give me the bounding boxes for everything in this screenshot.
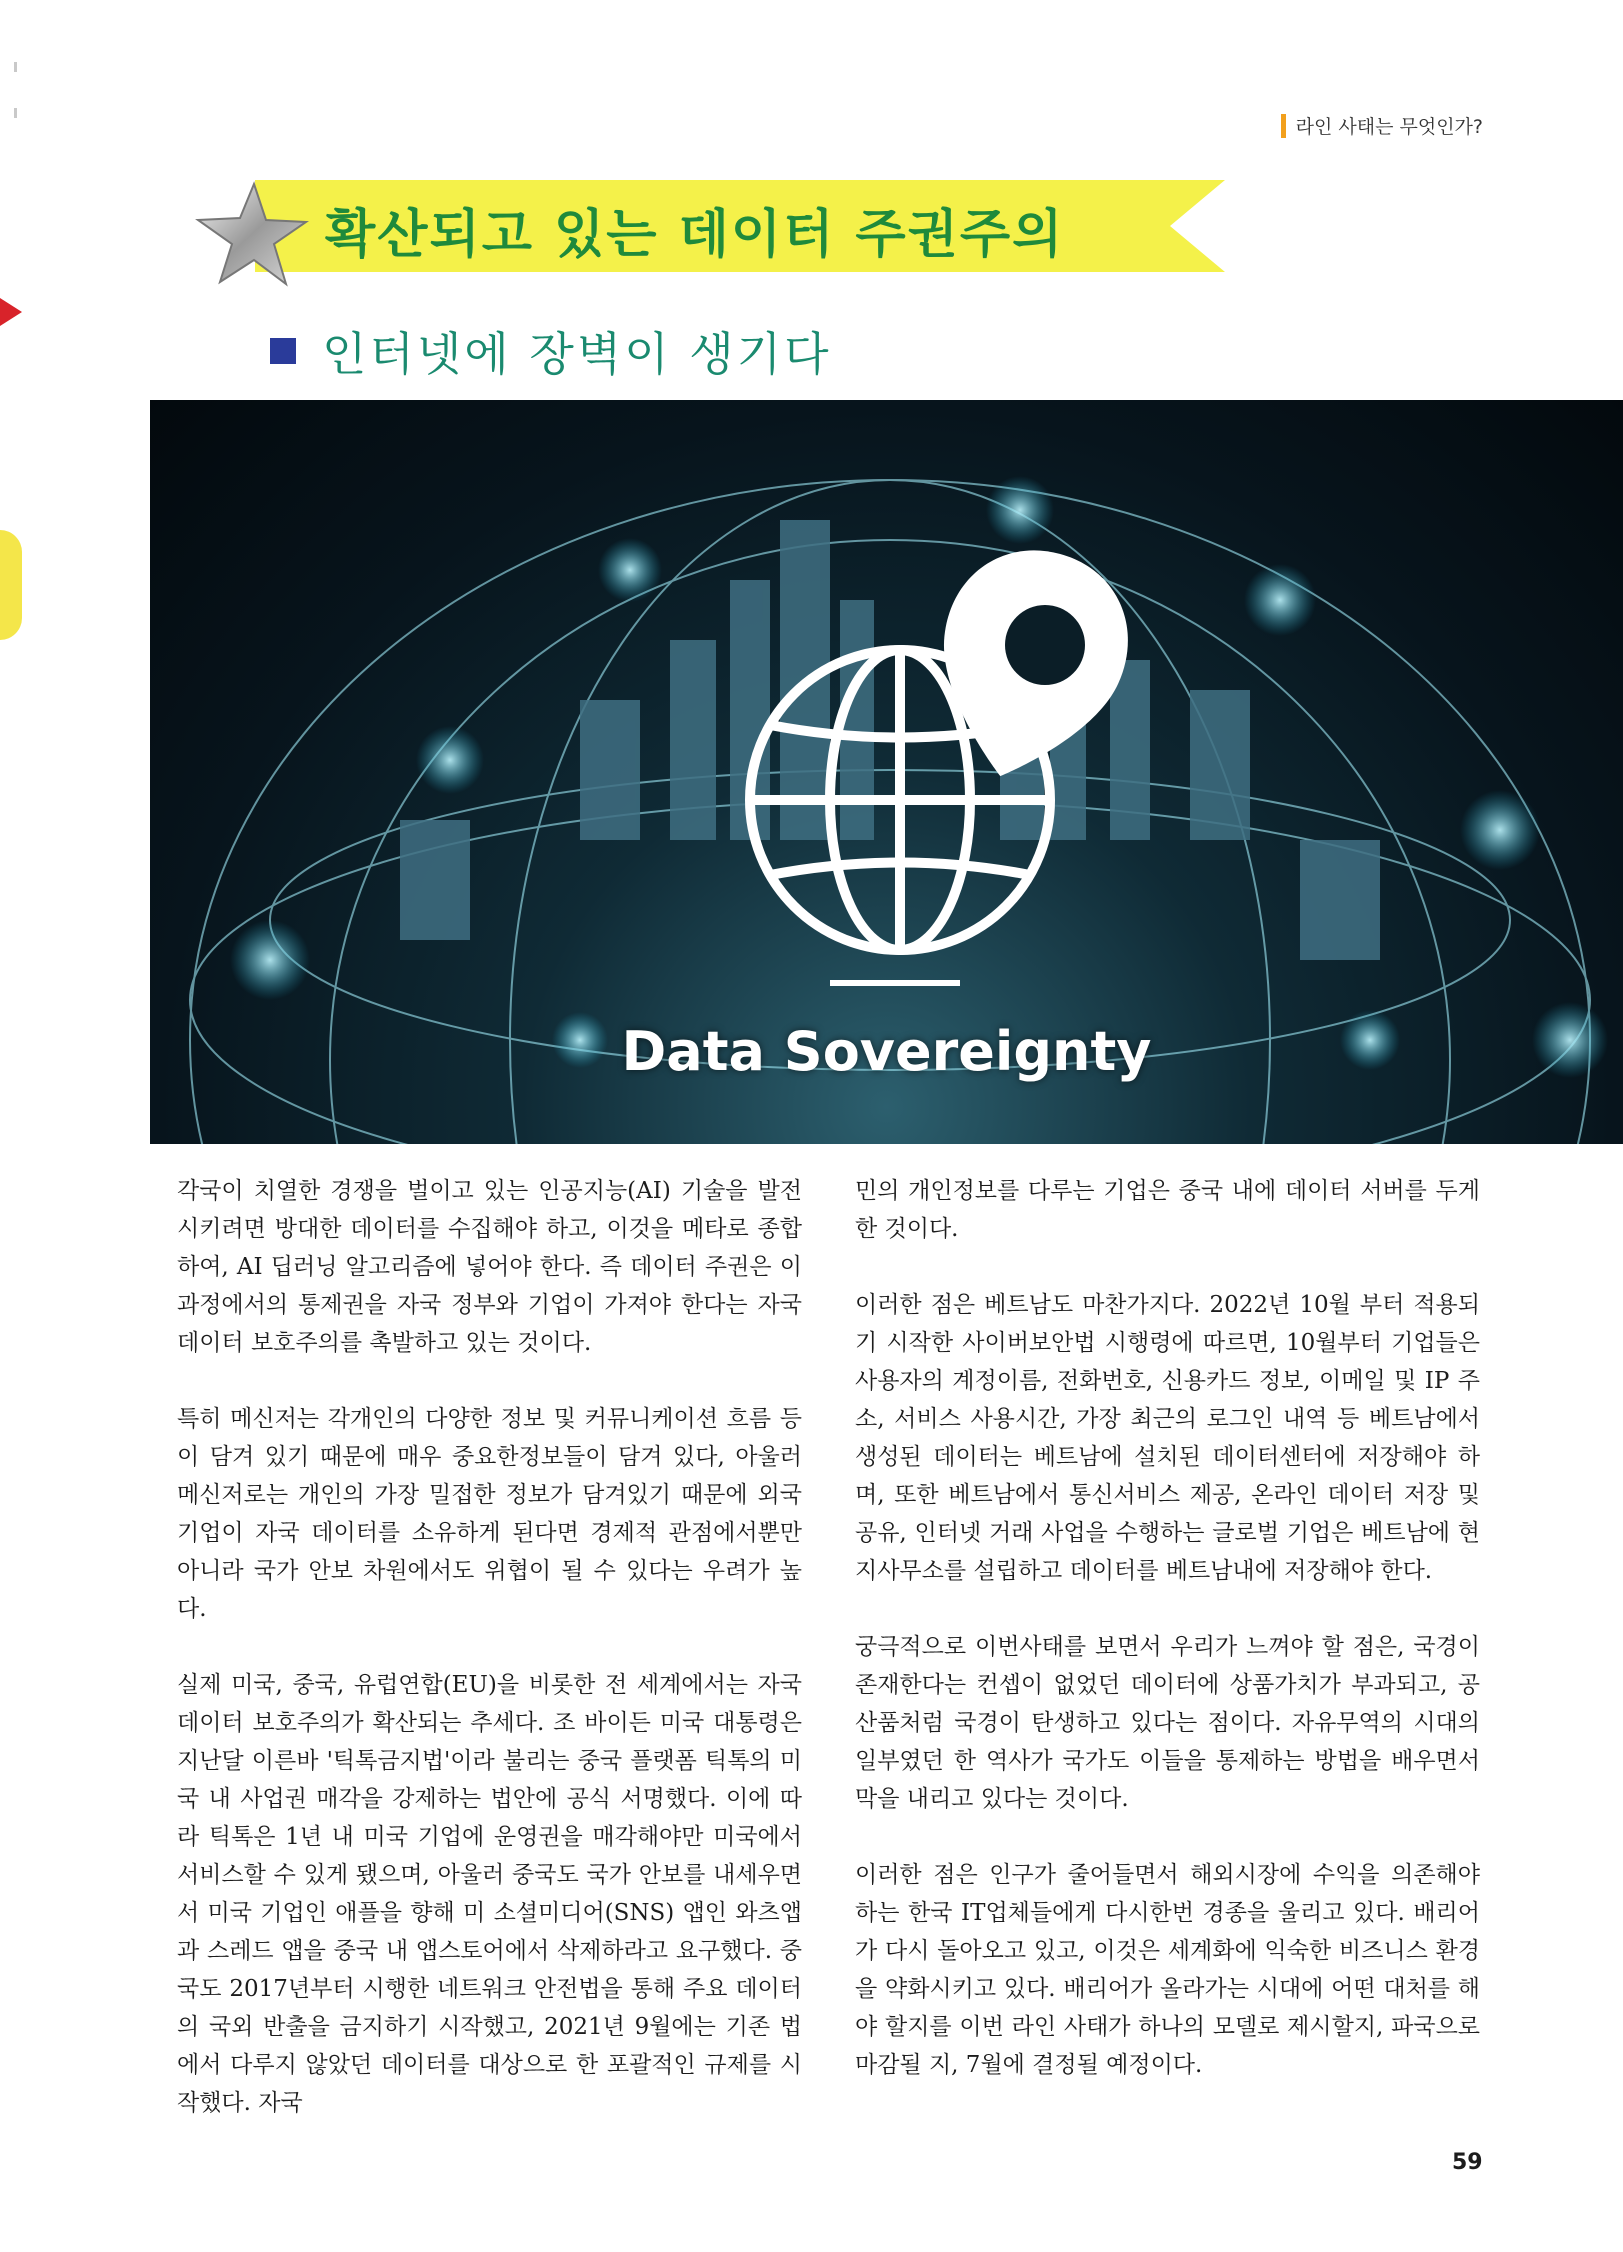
paragraph: 이러한 점은 베트남도 마찬가지다. 2022년 10월 부터 적용되기 시작한 사이버보안법 시행령에 따르면, 10월부터 기업들은 사용자의 계정이름, 전화번호, 신용카드 정보, 이메일 및 IP 주소, 서비스 사용시간, 가장 최근의 로그인 내역 등 베트남에서 생성된 데이터는 베트남에 설치된 데이터센터에 저장해야 하며, 또한 베트남에서 통신서비스 제공, 온라인 데이터 저장 및 공유, 인터넷 거래 사업을 수행하는 글로벌 기업은 베트남에 현지사무소를 설립하고 데이터를 베트남내에 저장해야 한다. — [855, 1292, 1480, 1584]
paragraph: 실제 미국, 중국, 유럽연합(EU)을 비롯한 전 세계에서는 자국 데이터 보호주의가 확산되는 추세다. 조 바이든 미국 대통령은 지난달 이른바 '틱톡금지법'이라 불리는 중국 플랫폼 틱톡의 미국 내 사업권 매각을 강제하는 법안에 공식 서명했다. 이에 따라 틱톡은 1년 내 미국 기업에 운영권을 매각해야만 미국에서 서비스할 수 있게 됐으며, 아울러 중국도 국가 안보를 내세우면서 미국 기업인 애플을 향해 미 소셜미디어(SNS) 앱인 와츠앱과 스레드 앱을 중국 내 앱스토어에서 삭제하라고 요구했다. 중국도 2017년부터 시행한 네트워크 안전법을 통해 주요 데이터의 국외 반출을 금지하기 시작했고, 2021년 9월에는 기존 법에서 다루지 않았던 데이터를 대상으로 한 포괄적인 규제를 시작했다. 자국 — [177, 1672, 802, 2116]
edge-mark — [14, 62, 17, 72]
paragraph: 궁극적으로 이번사태를 보면서 우리가 느껴야 할 점은, 국경이 존재한다는 컨셉이 없었던 데이터에 상품가치가 부과되고, 공산품처럼 국경이 탄생하고 있다는 점이다. 자유무역의 시대의 일부였던 한 역사가 국가도 이들을 통제하는 방법을 배우면서 막을 내리고 있다는 것이다. — [855, 1634, 1480, 1812]
square-bullet-icon — [270, 338, 296, 364]
paragraph: 각국이 치열한 경쟁을 벌이고 있는 인공지능(AI) 기술을 발전시키려면 방대한 데이터를 수집해야 하고, 이것을 메타로 종합하여, AI 딥러닝 알고리즘에 넣어야 한다. 즉 데이터 주권은 이 과정에서의 통제권을 자국 정부와 기업이 가져야 한다는 자국 데이터 보호주의를 촉발하고 있는 것이다. — [177, 1178, 802, 1356]
paragraph: 특히 메신저는 각개인의 다양한 정보 및 커뮤니케이션 흐름 등이 담겨 있기 때문에 매우 중요한정보들이 담겨 있다, 아울러 메신저로는 개인의 가장 밀접한 정보가 담겨있기 때문에 외국 기업이 자국 데이터를 소유하게 된다면 경제적 관점에서뿐만 아니라 국가 안보 차원에서도 위협이 될 수 있다는 우려가 높다. — [177, 1406, 802, 1622]
paragraph: 이러한 점은 인구가 줄어들면서 해외시장에 수익을 의존해야 하는 한국 IT업체들에게 다시한번 경종을 울리고 있다. 배리어가 다시 돌아오고 있고, 이것은 세계화에 익숙한 비즈니스 환경을 약화시키고 있다. 배리어가 올라가는 시대에 어떤 대처를 해야 할지를 이번 라인 사태가 하나의 모델로 제시할지, 파국으로 마감될 지, 7월에 결정될 예정이다. — [855, 1862, 1480, 2078]
edge-mark — [14, 108, 17, 118]
title-banner — [255, 178, 1225, 274]
hero-image — [150, 400, 1623, 1144]
left-column — [177, 1172, 802, 2160]
running-header — [1281, 112, 1483, 139]
hero-caption: Data Sovereignty — [621, 1020, 1152, 1083]
subtitle — [270, 318, 832, 384]
section-title: 확산되고 있는 데이터 주권주의 — [325, 205, 1065, 265]
subtitle-text: 인터넷에 장벽이 생기다 — [322, 327, 832, 381]
right-column — [855, 1172, 1480, 2122]
edge-yellow-tab — [0, 530, 22, 640]
running-title: 라인 사태는 무엇인가? — [1295, 116, 1483, 138]
silver-star-icon — [192, 180, 312, 290]
paragraph: 민의 개인정보를 다루는 기업은 중국 내에 데이터 서버를 두게 한 것이다. — [855, 1178, 1480, 1242]
page-number: 59 — [1452, 2150, 1483, 2175]
header-accent-bar — [1281, 114, 1286, 138]
edge-red-arrow-icon — [0, 298, 22, 326]
